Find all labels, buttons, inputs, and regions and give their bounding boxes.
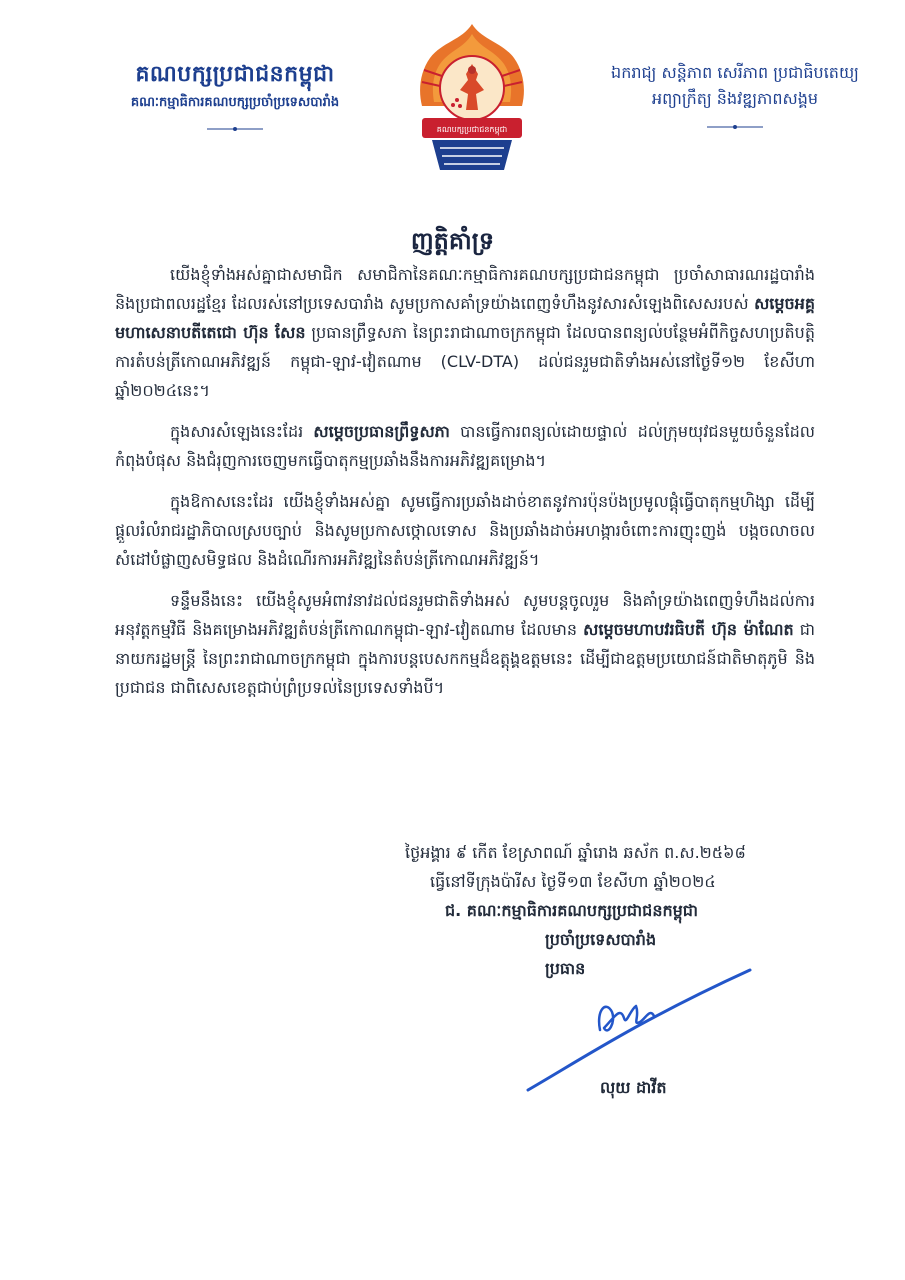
paragraph-2 [115,417,815,475]
paragraph-3: ក្នុងឱកាសនេះដែរ យើងខ្ញុំទាំងអស់គ្នា សូមធ្វើការប្រឆាំងដាច់ខាតនូវការប៉ុនប៉ងប្រមូលផ្តុំធ្វើបាតុកម្មហិង្សា ដើម្បីផ្តួលរំលំរាជរដ្ឋាភិបាលស្របច្បាប់ និងសូមប្រកាសថ្កោលទោស និងប្រឆាំងដាច់អហង្ការចំពោះការញុះញង់ បង្កចលាចល សំដៅបំផ្លាញសមិទ្ធផល និងដំណើរការអភិវឌ្ឍនៃតំបន់ត្រីកោណអភិវឌ្ឍន៍។ [115,492,815,569]
paragraph-1 [115,260,815,405]
ornament-divider-icon [705,122,765,132]
paragraph-1-text-a: យើងខ្ញុំទាំងអស់គ្នាជាសមាជិក សមាជិកានៃគណៈកម្មាធិការគណបក្សប្រជាជនកម្ពុជា ប្រចាំសាធារណរដ្ឋបារាំង និងប្រជាពលរដ្ឋខ្មែរ ដែលរស់នៅប្រទេសបារាំង សូមប្រកាសគាំទ្រយ៉ាងពេញទំហឹងនូវសារសំឡេងពិសេសរបស់ [115,265,815,313]
paragraph-4-text-c: ជានាយករដ្ឋមន្ត្រី នៃព្រះរាជាណាចក្រកម្ពុជា ក្នុងការបន្តបេសកកម្មដ៏ឧត្តុង្គឧត្តមនេះ ដើម្បីជាឧត្តមប្រយោជន៍ជាតិមាតុភូមិ និងប្រជាជន ជាពិសេសខេត្តជាប់ព្រំប្រទល់នៃប្រទេសទាំងបី។ [115,620,816,697]
party-logo-icon [412,20,532,180]
paragraph-2-text-a: ក្នុងសារសំឡេងនេះដែរ [170,422,314,441]
place-date: ធ្វើនៅទីក្រុងប៉ារីស ថ្ងៃទី១៣ ខែសីហា ឆ្នាំ២០២៤ [430,872,716,891]
lunar-date: ថ្ងៃអង្គារ ៩ កើត ខែស្រាពណ៍ ឆ្នាំរោង ឆស័ក ព.ស.២៥៦៨ [405,843,746,862]
org-line-1: ជ. គណៈកម្មាធិការគណបក្សប្រជាជនកម្ពុជា [445,901,699,920]
document-title: ញត្តិគាំទ្រ [410,227,495,255]
paragraph-2-text-c: បានធ្វើការពន្យល់ដោយផ្ទាល់ ដល់ក្រុមយុវជនមួយចំនួនដែលកំពុងបំផុស និងជំរុញការចេញមកធ្វើបាតុកម្មប្រឆាំងនឹងការអភិវឌ្ឍគម្រោង។ [115,422,816,470]
paragraph-1-text-c: ប្រធានព្រឹទ្ធសភា នៃព្រះរាជាណាចក្រកម្ពុជា ដែលបានពន្យល់បន្ថែមអំពីកិច្ចសហប្រតិបត្តិការតំបន់ត្រីកោណអភិវឌ្ឍន៍ កម្ពុជា-ឡាវ-វៀតណាម (CLV-DTA) ដល់ជនរួមជាតិទាំងអស់នៅថ្ងៃទី១២ ខែសីហា ឆ្នាំ២០២៤នេះ។ [115,323,815,400]
party-name: គណបក្សប្រជាជនកម្ពុជា [135,62,335,87]
motto-line-2: អព្យាក្រឹត្យ និងវឌ្ឍភាពសង្គម [651,89,819,108]
paragraph-4 [115,586,815,702]
paragraph-1-bold: សម្តេចអគ្គមហាសេនាបតីតេជោ ហ៊ុន សែន [115,294,815,342]
logo-ribbon-text: គណបក្សប្រជាជនកម្ពុជា [436,125,508,134]
party-committee: គណៈកម្មាធិការគណបក្សប្រចាំប្រទេសបារាំង [130,95,340,110]
ornament-divider-icon [205,124,265,134]
signer-name: លុយ ដាវីត [600,1078,667,1097]
document-body [115,260,815,714]
header-right [585,60,885,140]
signer-role: ប្រធាន [545,959,586,978]
header-left [85,60,385,138]
org-line-2: ប្រចាំប្រទេសបារាំង [545,930,657,949]
paragraph-4-bold: សម្តេចមហាបវរធិបតី ហ៊ុន ម៉ាណែត [583,620,794,639]
paragraph-4-text-a: ទន្ទឹមនឹងនេះ យើងខ្ញុំសូមអំពាវនាវដល់ជនរួមជាតិទាំងអស់ សូមបន្តចូលរួម និងគាំទ្រយ៉ាងពេញទំហឹងដល់ការអនុវត្តកម្មវិធី និងគម្រោងអភិវឌ្ឍតំបន់ត្រីកោណកម្ពុជា-ឡាវ-វៀតណាម ដែលមាន [115,591,815,639]
motto-line-1: ឯករាជ្យ សន្តិភាព សេរីភាព ប្រជាធិបតេយ្យ [611,63,859,82]
paragraph-2-bold: សម្តេចប្រធានព្រឹទ្ធសភា [313,422,450,441]
